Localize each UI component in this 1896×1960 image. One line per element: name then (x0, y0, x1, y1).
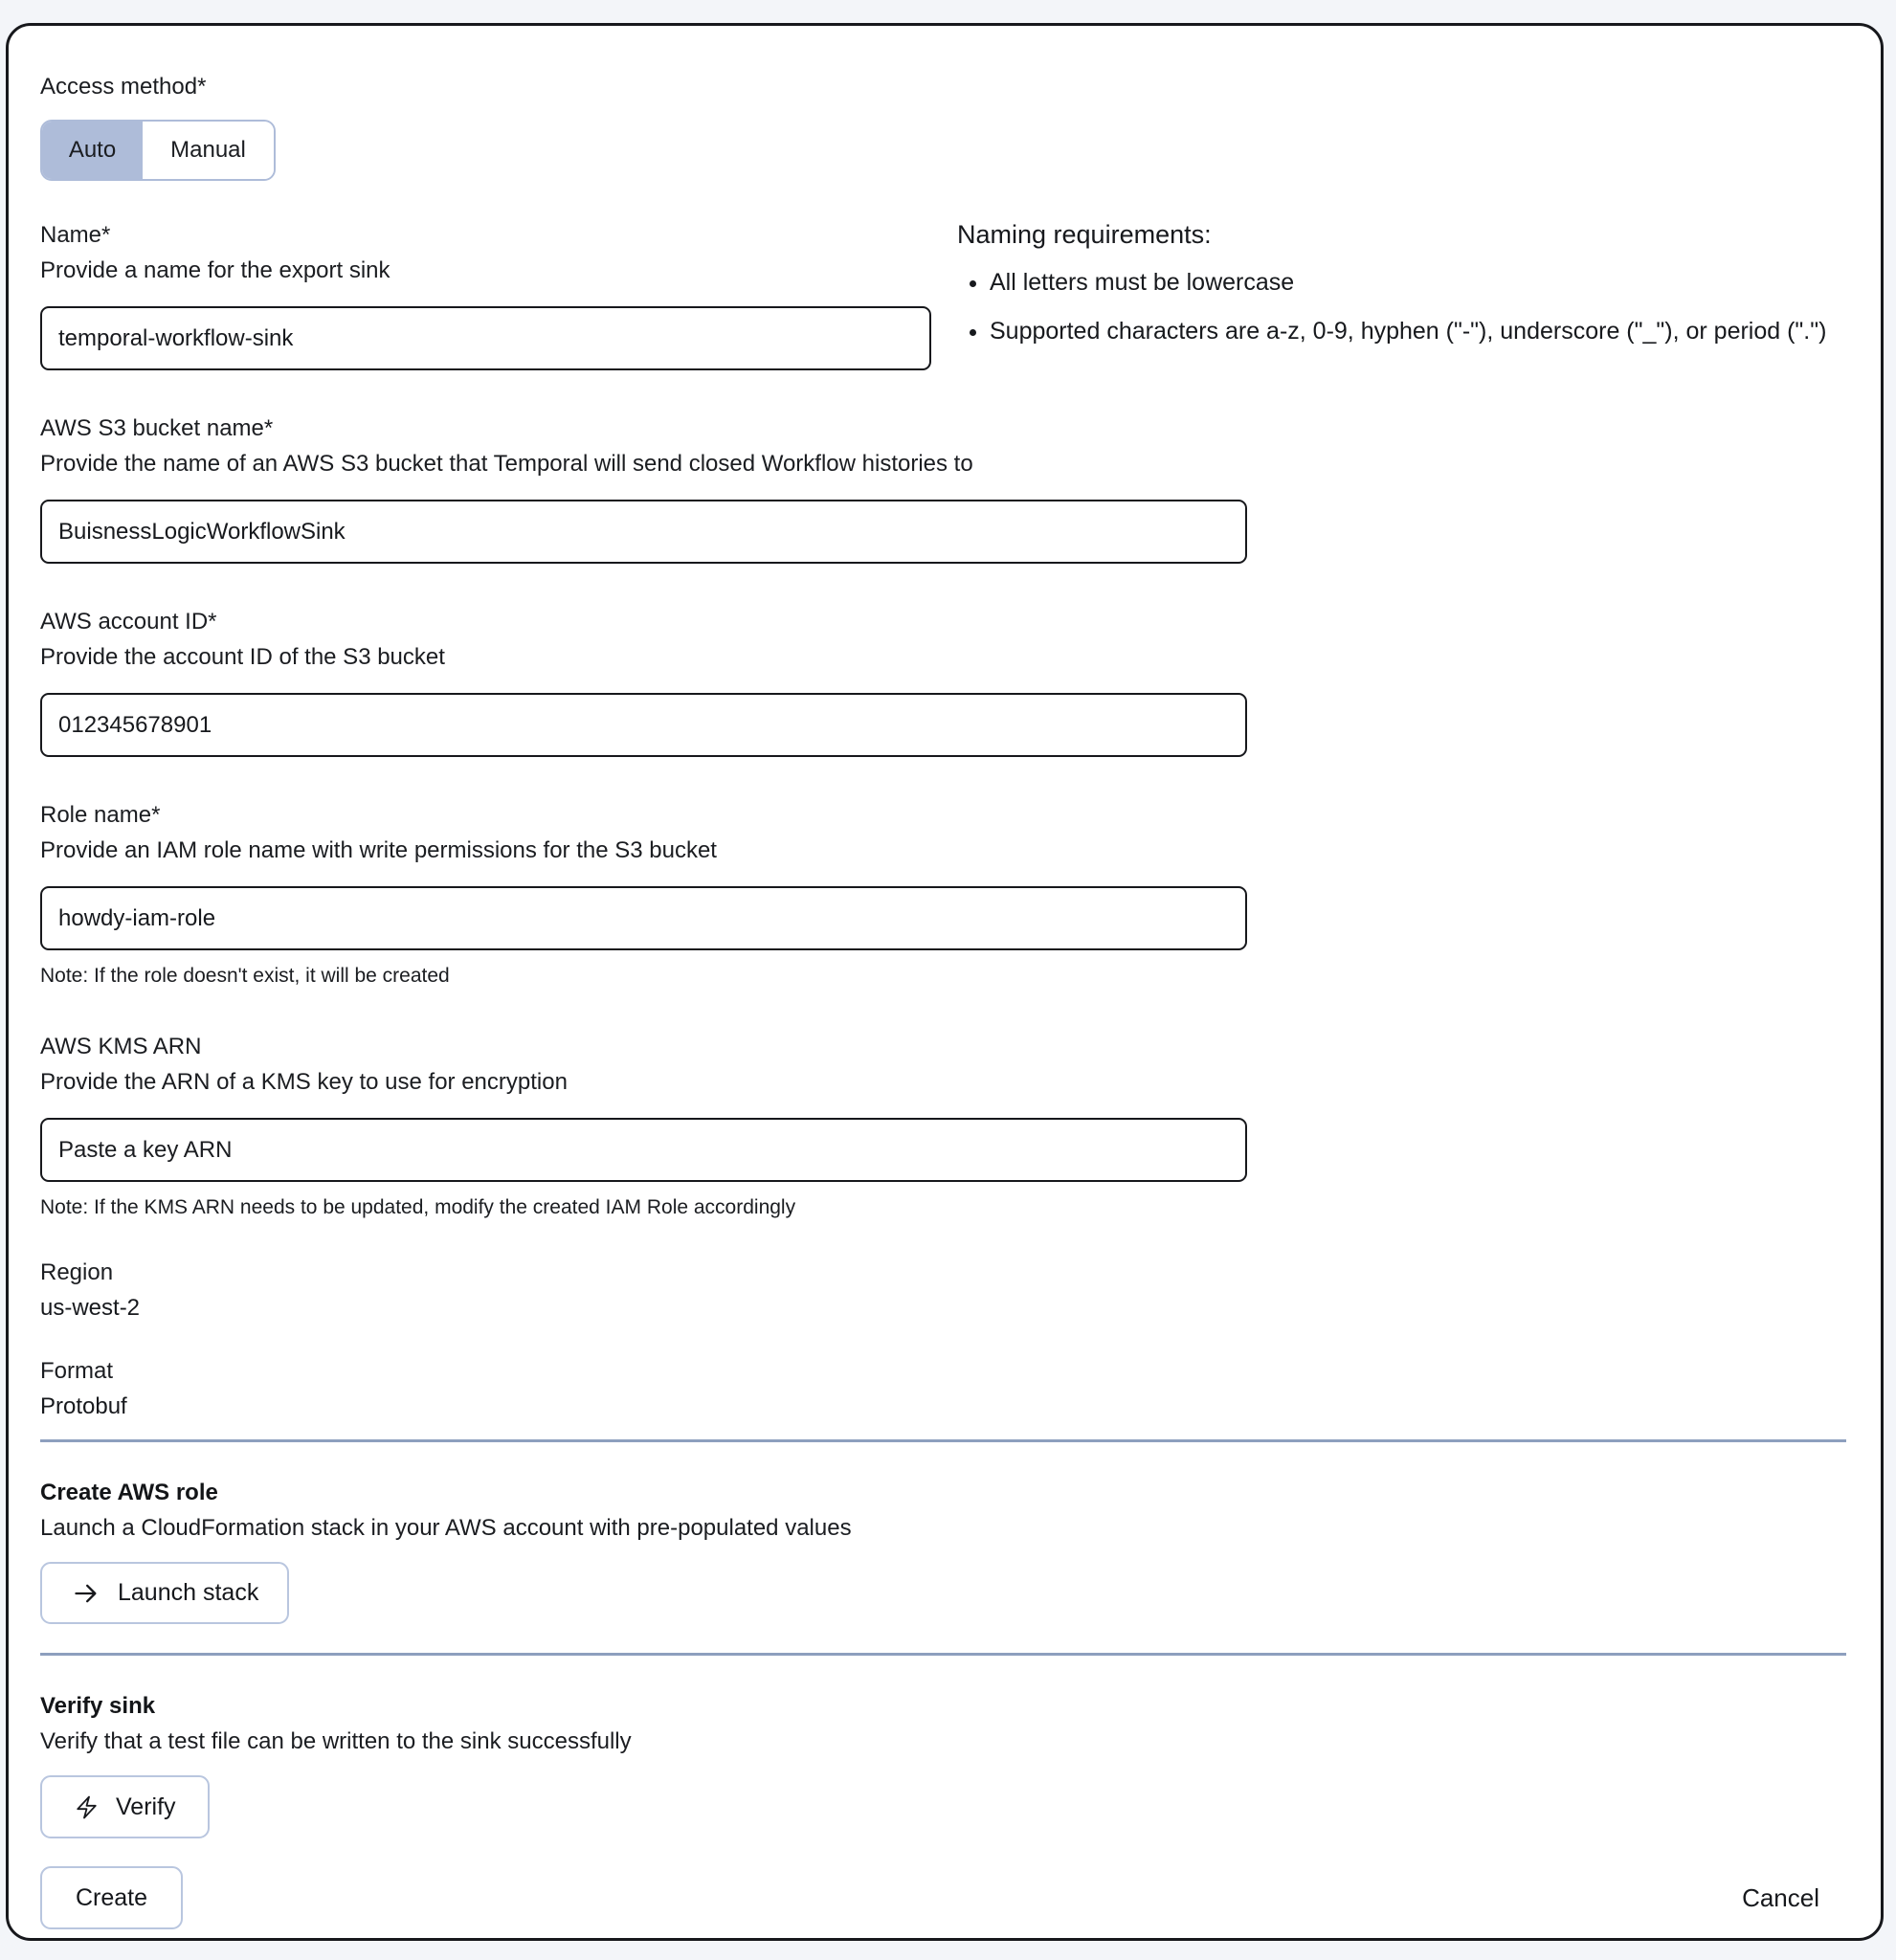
access-method-label: Access method* (40, 74, 207, 100)
name-label: Name* (40, 222, 111, 248)
account-id-description: Provide the account ID of the S3 bucket (40, 644, 445, 670)
s3-bucket-description: Provide the name of an AWS S3 bucket that Temporal will send closed Workflow histories to (40, 451, 973, 477)
cancel-button[interactable]: Cancel (1742, 1882, 1819, 1912)
naming-requirements (957, 217, 1838, 360)
verify-button-label: Verify (116, 1793, 176, 1820)
export-sink-form-card (6, 23, 1884, 1941)
name-field (40, 217, 931, 370)
create-aws-role-title: Create AWS role (40, 1480, 218, 1505)
region-label: Region (40, 1259, 114, 1285)
format-value: Protobuf (40, 1393, 127, 1419)
naming-requirement-item: • All letters must be lowercase (990, 262, 1838, 302)
s3-bucket-label: AWS S3 bucket name* (40, 415, 274, 441)
kms-arn-input[interactable] (40, 1118, 1247, 1182)
s3-bucket-input[interactable] (40, 500, 1247, 564)
lightning-bolt-icon (74, 1793, 100, 1821)
role-name-input[interactable] (40, 886, 1247, 950)
account-id-label: AWS account ID* (40, 609, 217, 635)
naming-requirements-list (957, 262, 1838, 351)
role-name-description: Provide an IAM role name with write permissions for the S3 bucket (40, 837, 717, 863)
launch-stack-button[interactable] (40, 1562, 289, 1624)
name-description: Provide a name for the export sink (40, 257, 390, 283)
role-name-label: Role name* (40, 802, 161, 828)
name-input[interactable] (40, 306, 931, 370)
launch-stack-button-label: Launch stack (118, 1579, 259, 1606)
verify-button[interactable] (40, 1775, 210, 1838)
create-button-label: Create (76, 1883, 148, 1911)
region-value: us-west-2 (40, 1295, 141, 1321)
s3-bucket-field (40, 411, 1247, 564)
region-readonly (40, 1255, 1846, 1325)
format-label: Format (40, 1358, 114, 1384)
account-id-field (40, 604, 1247, 757)
verify-sink-description: Verify that a test file can be written to the sink successfully (40, 1728, 632, 1754)
naming-requirement-item: • Supported characters are a-z, 0-9, hyphen ("-"), underscore ("_"), or period (".") (990, 311, 1838, 351)
kms-arn-label: AWS KMS ARN (40, 1034, 202, 1059)
create-aws-role-description: Launch a CloudFormation stack in your AWS account with pre-populated values (40, 1515, 852, 1541)
access-method-option-manual[interactable]: Manual (143, 122, 274, 179)
verify-sink-title: Verify sink (40, 1693, 156, 1719)
access-method-toggle (40, 120, 276, 181)
account-id-input[interactable] (40, 693, 1247, 757)
role-name-field (40, 797, 1247, 989)
format-readonly (40, 1353, 1846, 1424)
create-button[interactable] (40, 1866, 183, 1929)
verify-sink-section (40, 1689, 1846, 1838)
kms-arn-description: Provide the ARN of a KMS key to use for encryption (40, 1069, 568, 1095)
section-divider (40, 1439, 1846, 1442)
access-method-option-auto[interactable]: Auto (42, 122, 143, 179)
kms-arn-field (40, 1029, 1247, 1220)
role-name-note: Note: If the role doesn't exist, it will be created (40, 965, 450, 987)
naming-requirements-title: Naming requirements: (957, 220, 1212, 249)
access-method-section (40, 69, 1846, 181)
section-divider (40, 1653, 1846, 1656)
create-aws-role-section (40, 1476, 1846, 1624)
arrow-right-icon (71, 1580, 101, 1607)
kms-arn-note: Note: If the KMS ARN needs to be updated, modify the created IAM Role accordingly (40, 1196, 796, 1218)
name-and-requirements-row (40, 217, 1846, 370)
form-actions (40, 1866, 1846, 1929)
